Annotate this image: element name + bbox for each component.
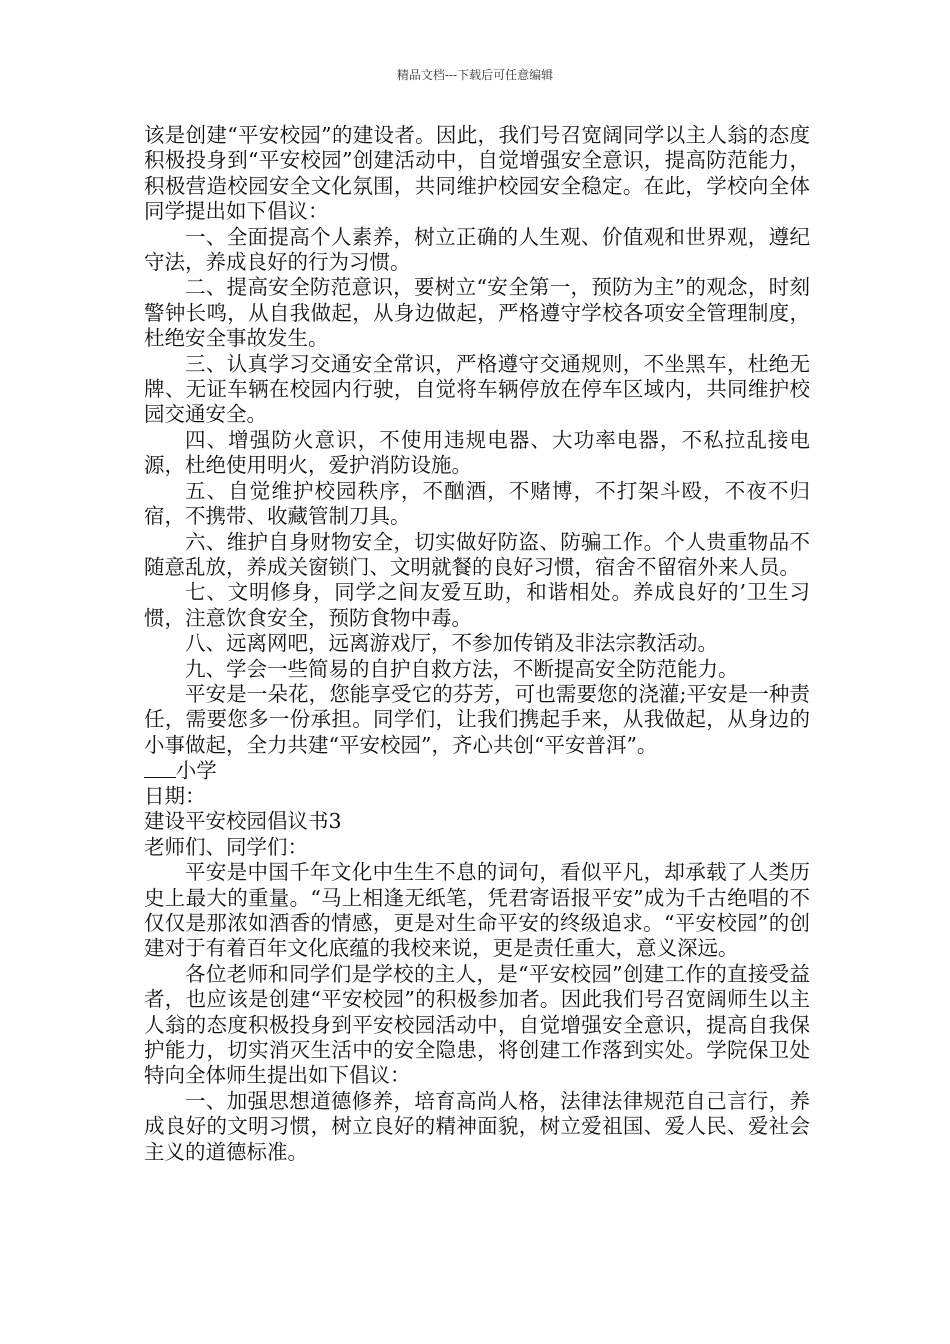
section-title: 建设平安校园倡议书3 — [144, 809, 342, 834]
school-suffix: 小学 — [175, 758, 217, 783]
document-body — [144, 123, 810, 1165]
paragraph-item-7: 七、文明修身，同学之间友爱互助，和谐相处。养成良好的’卫生习惯，注意饮食安全，预防食物中毒。 — [144, 580, 810, 630]
section2-paragraph-3: 一、加强思想道德修养，培育高尚人格，法律法律规范自己言行，养成良好的文明习惯，树立良好的精神面貌，树立爱祖国、爱人民、爱社会主义的道德标准。 — [144, 1088, 810, 1164]
paragraph-item-3: 三、认真学习交通安全常识，严格遵守交通规则，不坐黑车，杜绝无牌、无证车辆在校园内行驶，自觉将车辆停放在停车区域内，共同维护校园交通安全。 — [144, 351, 810, 427]
paragraph-item-2: 二、提高安全防范意识，要树立“安全第一，预防为主”的观念，时刻警钟长鸣，从自我做起，从身边做起，严格遵守学校各项安全管理制度，杜绝安全事故发生。 — [144, 275, 810, 351]
section2-paragraph-2: 各位老师和同学们是学校的主人，是“平安校园”创建工作的直接受益者，也应该是创建“平安校园”的积极参加者。因此我们号召宽阔师生以主人翁的态度积极投身到平安校园活动中，自觉增强安全意识，提高自我保护能力，切实消灭生活中的安全隐患，将创建工作落到实处。学院保卫处特向全体师生提出如下倡议： — [144, 961, 810, 1088]
signature-school — [144, 758, 810, 784]
salutation: 老师们、同学们： — [144, 834, 308, 859]
paragraph-item-1: 一、全面提高个人素养，树立正确的人生观、价值观和世界观，遵纪守法，养成良好的行为习惯。 — [144, 224, 810, 275]
signature-date: 日期： — [144, 784, 206, 808]
paragraph-item-9: 九、学会一些简易的自护自救方法，不断提高安全防范能力。 — [185, 656, 739, 681]
paragraph-item-6: 六、维护自身财物安全，切实做好防盗、防骗工作。个人贵重物品不随意乱放，养成关窗锁门、文明就餐的良好习惯，宿舍不留宿外来人员。 — [144, 529, 810, 579]
paragraph-intro: 该是创建“平安校园”的建设者。因此，我们号召宽阔同学以主人翁的态度积极投身到“平安校园”创建活动中，自觉增强安全意识，提高防范能力，积极营造校园安全文化氛围，共同维护校园安全稳定。在此，学校向全体同学提出如下倡议： — [144, 123, 810, 224]
section2-paragraph-1: 平安是中国千年文化中生生不息的词句，看似平凡，却承载了人类历史上最大的重量。“马上相逢无纸笔，凭君寄语报平安”成为千古绝唱的不仅仅是那浓如酒香的情感，更是对生命平安的终级追求。“平安校园”的创建对于有着百年文化底蕴的我校来说，更是责任重大，意义深远。 — [144, 860, 810, 961]
paragraph-closing: 平安是一朵花，您能享受它的芬芳，可也需要您的浇灌;平安是一种责任，需要您多一份承担。同学们，让我们携起手来，从我做起，从身边的小事做起，全力共建“平安校园”，齐心共创“平安普洱”。 — [144, 681, 810, 757]
paragraph-item-5: 五、自觉维护校园秩序，不酗酒，不赌博，不打架斗殴，不夜不归宿，不携带、收藏管制刀具。 — [144, 478, 810, 529]
page-header: 精品文档---下载后可任意编辑 — [396, 68, 554, 82]
school-name-blank — [144, 758, 176, 777]
paragraph-item-8: 八、远离网吧，远离游戏厅，不参加传销及非法宗教活动。 — [185, 631, 718, 656]
paragraph-item-4: 四、增强防火意识，不使用违规电器、大功率电器，不私拉乱接电源，杜绝使用明火，爱护消防设施。 — [144, 427, 810, 478]
